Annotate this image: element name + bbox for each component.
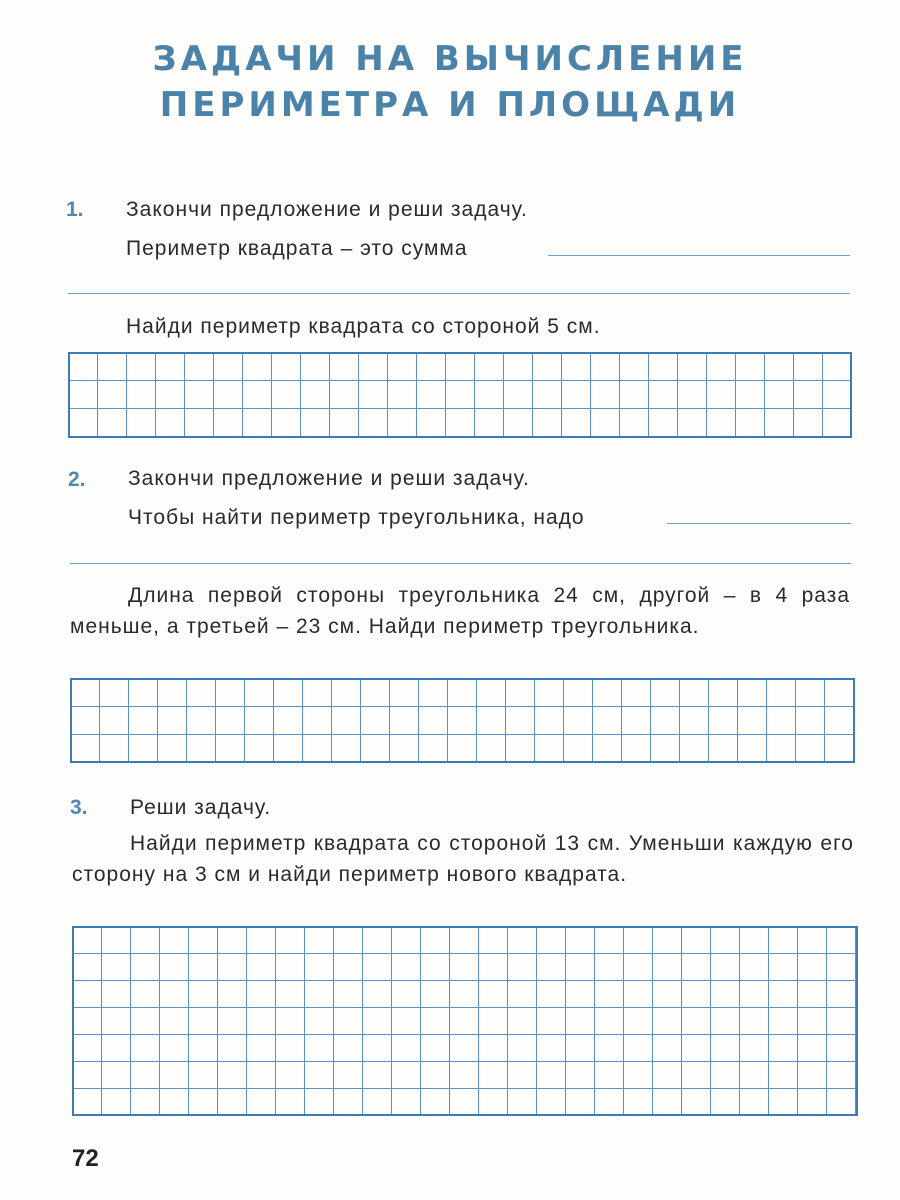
- task-1-instruction: Закончи предложение и реши задачу.: [126, 198, 528, 221]
- task-3-problem: Найди периметр квадрата со стороной 13 см. Уменьши каждую его сторону на 3 см и найди периметр нового квадрата.: [72, 832, 854, 886]
- task-3-instruction: Реши задачу.: [130, 796, 272, 819]
- task-2-number: 2.: [68, 468, 86, 491]
- task-2-instruction: Закончи предложение и реши задачу.: [128, 467, 530, 490]
- task-2-answer-line-1[interactable]: [667, 523, 851, 524]
- task-1-problem: Найди периметр квадрата со стороной 5 см.: [126, 315, 601, 338]
- task-2-answer-line-2[interactable]: [70, 563, 851, 564]
- task-3-solution-grid[interactable]: [72, 926, 858, 1116]
- task-2-prompt: Чтобы найти периметр треугольника, надо: [128, 506, 585, 529]
- task-2-solution-grid[interactable]: [70, 678, 855, 763]
- task-2-problem: Длина первой стороны треугольника 24 см, другой – в 4 раза меньше, а третьей – 23 см. Найди периметр треугольника.: [70, 584, 850, 638]
- task-1-solution-grid[interactable]: [68, 352, 852, 438]
- task-1-answer-line-2[interactable]: [68, 293, 850, 294]
- task-1-number: 1.: [66, 198, 84, 221]
- page-title-line-2: ПЕРИМЕТРА И ПЛОЩАДИ: [159, 85, 741, 125]
- page-number: 72: [72, 1145, 99, 1172]
- page-title-line-1: ЗАДАЧИ НА ВЫЧИСЛЕНИЕ: [152, 39, 748, 79]
- task-1-prompt: Периметр квадрата – это сумма: [126, 237, 468, 260]
- task-1-answer-line-1[interactable]: [548, 255, 850, 256]
- task-3-number: 3.: [70, 796, 88, 819]
